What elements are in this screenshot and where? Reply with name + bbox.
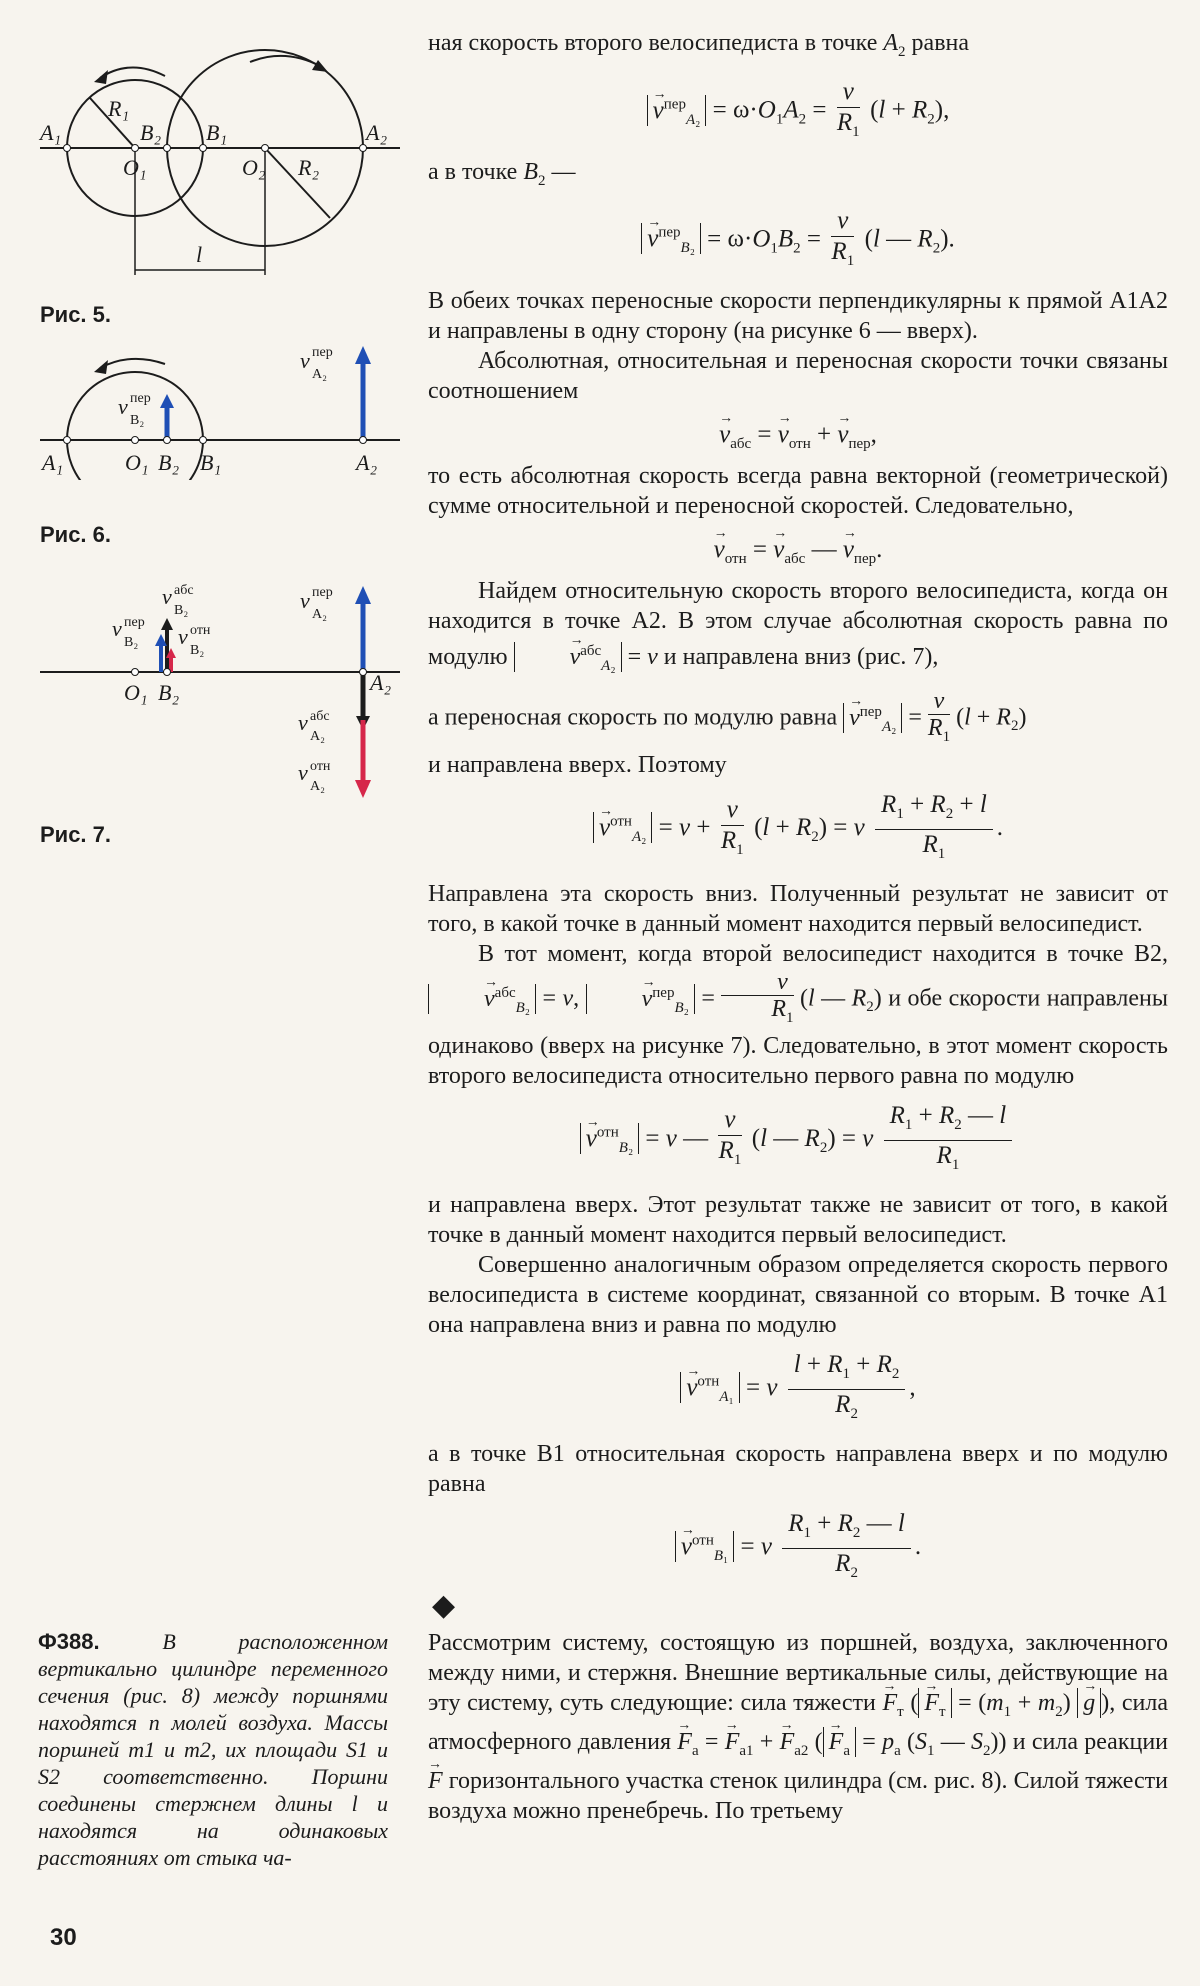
- figure-7-caption: Рис. 7.: [40, 822, 112, 847]
- label-superscript: пер: [124, 615, 145, 630]
- main-text-column: [428, 28, 1168, 1598]
- label-subscript: A₂: [310, 729, 325, 744]
- label-v-per-A2: v: [300, 348, 310, 373]
- label-A2: A₂: [370, 670, 392, 695]
- point: [132, 669, 139, 676]
- text-span: сила атмосферного давления: [428, 1690, 1169, 1755]
- rotation-arrow: [100, 359, 165, 368]
- point: [164, 145, 171, 152]
- label-superscript: пер: [130, 391, 151, 406]
- arrowhead: [161, 618, 173, 630]
- label-superscript: отн: [310, 759, 331, 774]
- point: [360, 669, 367, 676]
- point: [164, 437, 171, 444]
- equation-velocity-diff: → $v_{отн}$ = → $v_{абс}$ — → $v_{пер}$.: [428, 535, 1168, 574]
- label-v-abs-A2: v: [298, 710, 308, 735]
- point: [164, 669, 171, 676]
- label-v-otn-B2: v: [178, 624, 188, 649]
- arrowhead: [312, 60, 328, 72]
- equation-v-otn-A1: → $v^{отн}_{A_1} = v$ $\frac{l + R_1 + R_2}{R_2}$ ,: [428, 1350, 1168, 1429]
- label-R1: R₁: [108, 96, 130, 121]
- equation-v-otn-B2: → $v^{отн}_{B_2} = v$ — $\frac{v}{R_1}$ (l — $R_2) = v$ $\frac{R_1 + R_2 — l}{R_1}$: [428, 1101, 1168, 1180]
- point: [64, 145, 71, 152]
- label-subscript: A₂: [312, 367, 327, 382]
- arrowhead: [355, 780, 371, 798]
- label-O2: O₂: [242, 155, 266, 180]
- label-R2: R₂: [298, 155, 320, 180]
- solution-text: [428, 1628, 1168, 1826]
- figure-5: [30, 40, 410, 310]
- label-superscript: абс: [310, 709, 330, 724]
- label-B2: B₂: [158, 450, 180, 475]
- label-A2: A₂: [356, 450, 378, 475]
- paragraph: то есть абсолютная скорость всегда равна векторной (геометрической) сумме относительной и переносной скоростей. Следовательно,: [428, 462, 1168, 519]
- paragraph: Совершенно аналогичным образом определяется скорость первого велосипедиста в системе координат, связанной со вторым. В точке A1 она направлена вниз и равна по модулю: [428, 1251, 1168, 1338]
- section-divider-icon: ◆: [432, 1589, 456, 1622]
- paragraph: и направлена вверх. Этот результат также не зависит от того, в какой точке в данный момент находится первый велосипедист.: [428, 1191, 1168, 1248]
- label-l: l: [196, 242, 203, 267]
- label-subscript: B₂: [130, 413, 145, 428]
- paragraph: Рассмотрим систему, состоящую из поршней, воздуха, заключенного между ними, и стержня. Внешние вертикальные силы, действующие на эту систему, суть следующие: сила тяжести → $F_т$ (→ $F_т = (m_1 + m_2) \to g$ ), сила атмосферного давления → $F_а$ = → $F_{а1}$ + → $F_{а2}$ (→ $F_а = p_а$ ($S_1$ — $S_2$)) и сила реакции → F горизонтального участка стенок цилиндра (см. рис. 8). Силой тяжести воздуха можно пренебречь. По третьему: [428, 1628, 1168, 1826]
- arrowhead: [160, 394, 174, 408]
- paragraph: Найдем относительную скорость второго велосипедиста, когда он находится в точке A2. В этом случае абсолютная скорость равна по модулю → $v^{абс}_{A_2} = v$ и направлена вниз (рис. 7),: [428, 576, 1168, 681]
- label-v-otn-A2: v: [298, 760, 308, 785]
- problem-text: В расположенном вертикально цилиндре переменного сечения (рис. 8) между поршнями находятся n молей воздуха. Массы поршней m1 и m2, их площади S1 и S2 соответственно. Поршни соединены стержнем длины l и находятся на одинаковых расстояниях от стыка ча-: [38, 1629, 389, 1870]
- point: [262, 145, 269, 152]
- text-span: и сила реакции: [1012, 1728, 1169, 1755]
- figure-7: [30, 580, 410, 820]
- text-span: а переносная скорость по модулю равна: [428, 704, 838, 731]
- label-subscript: A₂: [310, 779, 325, 794]
- figure-6: [30, 340, 410, 480]
- label-subscript: B₂: [190, 643, 205, 658]
- label-B1: B₁: [206, 120, 228, 145]
- arrowhead: [94, 70, 108, 84]
- label-A1: A₁: [40, 120, 62, 145]
- text-span: равна: [911, 30, 970, 56]
- text-span: В тот момент, когда второй велосипедист находится в точке B2,: [478, 941, 1168, 968]
- point: [200, 145, 207, 152]
- label-O1: O₁: [125, 450, 149, 475]
- rotation-arrow-small: [100, 67, 165, 78]
- label-A2: A₂: [366, 120, 388, 145]
- text-span: ная скорость второго велосипедиста в точке: [428, 30, 878, 56]
- point: [360, 437, 367, 444]
- label-subscript: B₂: [124, 635, 139, 650]
- paragraph: а переносная скорость по модулю равна → $v^{пер}_{A_2}$ = $\frac{v}{R_1}$ $(l + R_2)$: [428, 688, 1168, 750]
- rotation-arrow-large: [250, 56, 320, 66]
- paragraph: В тот момент, когда второй велосипедист находится в точке B2, → $v^{абс}_{B_2} = v$, → $v^{пер}_{B_2}$ = $\frac{v}{R_1}$ (l — $R_2$) и обе скорости направлены одинаково (вверх на рисунке 7). Следовательно, в этот момент скорость второго велосипедиста относительно первого равна по модулю: [428, 939, 1168, 1091]
- label-v-per-B2: v: [112, 616, 122, 641]
- label-B2: B₂: [140, 120, 162, 145]
- label-B1: B₁: [200, 450, 222, 475]
- label-subscript: A₂: [312, 607, 327, 622]
- point: [200, 437, 207, 444]
- paragraph: Абсолютная, относительная и переносная скорости точки связаны соотношением: [428, 347, 1168, 404]
- label-B2: B₂: [158, 680, 180, 705]
- label-v-per-B2: v: [118, 394, 128, 419]
- text-span: а в точке: [428, 158, 518, 185]
- problem-f388: [38, 1628, 388, 1871]
- label-v-per-A2: v: [300, 588, 310, 613]
- point: [360, 145, 367, 152]
- arrowhead: [94, 360, 108, 374]
- paragraph: и направлена вверх. Поэтому: [428, 752, 727, 779]
- label-superscript: отн: [190, 623, 211, 638]
- point: [132, 437, 139, 444]
- arrowhead: [355, 346, 371, 364]
- equation-v-otn-A2: → $v^{отн}_{A_2} = v$ + $\frac{v}{R_1}$ $(l + R_2) = v$ $\frac{R_1 + R_2 + l}{R_1}$ .: [428, 790, 1168, 869]
- equation-v-per-A2: → $v^{пер}_{A_2} = \omega\cdot O_1A_2$ = $\frac{v}{R_1}$ $(l + R_2)$,: [428, 77, 1168, 147]
- point: [64, 437, 71, 444]
- paragraph: ная скорость второго велосипедиста в точке $A_2$ равна: [428, 30, 970, 60]
- arrowhead: [355, 586, 371, 604]
- page-number: 30: [50, 1924, 77, 1951]
- paragraph: В обеих точках переносные скорости перпендикулярны к прямой A1A2 и направлены в одну сторону (на рисунке 6 — вверх).: [428, 287, 1168, 344]
- text-span: Рассмотрим систему, состоящую из поршней, воздуха, заключенного между ними, и стержня. Внешние вертикальные силы, действующие на эту систему, суть следующие: сила тяжести: [428, 1630, 1168, 1716]
- paragraph: Направлена эта скорость вниз. Полученный результат не зависит от того, в какой точке в данный момент находится первый велосипедист.: [428, 881, 1168, 938]
- label-v-abs-B2: v: [162, 584, 172, 609]
- problem-number: Ф388.: [38, 1629, 100, 1654]
- text-span: Найдем относительную скорость второго велосипедиста, когда он находится в точке A2. В этом случае абсолютная скорость равна по модулю: [428, 577, 1168, 670]
- equation-v-otn-B1: → $v^{отн}_{B_1} = v$ $\frac{R_1 + R_2 — l}{R_2}$ .: [428, 1509, 1168, 1588]
- figure-6-caption: Рис. 6.: [40, 522, 112, 547]
- equation-v-per-B2: → $v^{пер}_{B_2} = \omega\cdot O_1B_2$ = $\frac{v}{R_1}$ (l — $R_2$).: [428, 206, 1168, 276]
- point: [132, 145, 139, 152]
- label-subscript: B₂: [174, 603, 189, 618]
- text-span: горизонтального участка стенок цилиндра (см. рис. 8). Силой тяжести воздуха можно пренебречь. По третьему: [428, 1767, 1168, 1824]
- label-O1: O₁: [123, 155, 147, 180]
- text-span: и обе скорости направлены одинаково (вверх на рисунке 7). Следовательно, в этот момент скорость второго велосипедиста относительно первого равна по модулю: [428, 985, 1169, 1089]
- equation-velocity-sum: → $v_{абс}$ = → $v_{отн}$ + → $v_{пер}$,: [428, 420, 1168, 459]
- figure-5-caption: Рис. 5.: [40, 302, 112, 327]
- label-A1: A₁: [42, 450, 64, 475]
- text-span: и направлена вниз (рис. 7),: [663, 643, 939, 670]
- label-superscript: абс: [174, 583, 194, 598]
- paragraph: а в точке $B_2$ —: [428, 158, 576, 189]
- label-O1: O₁: [124, 680, 148, 705]
- label-superscript: пер: [312, 585, 333, 600]
- label-superscript: пер: [312, 345, 333, 360]
- paragraph: а в точке B1 относительная скорость направлена вверх и по модулю равна: [428, 1440, 1168, 1497]
